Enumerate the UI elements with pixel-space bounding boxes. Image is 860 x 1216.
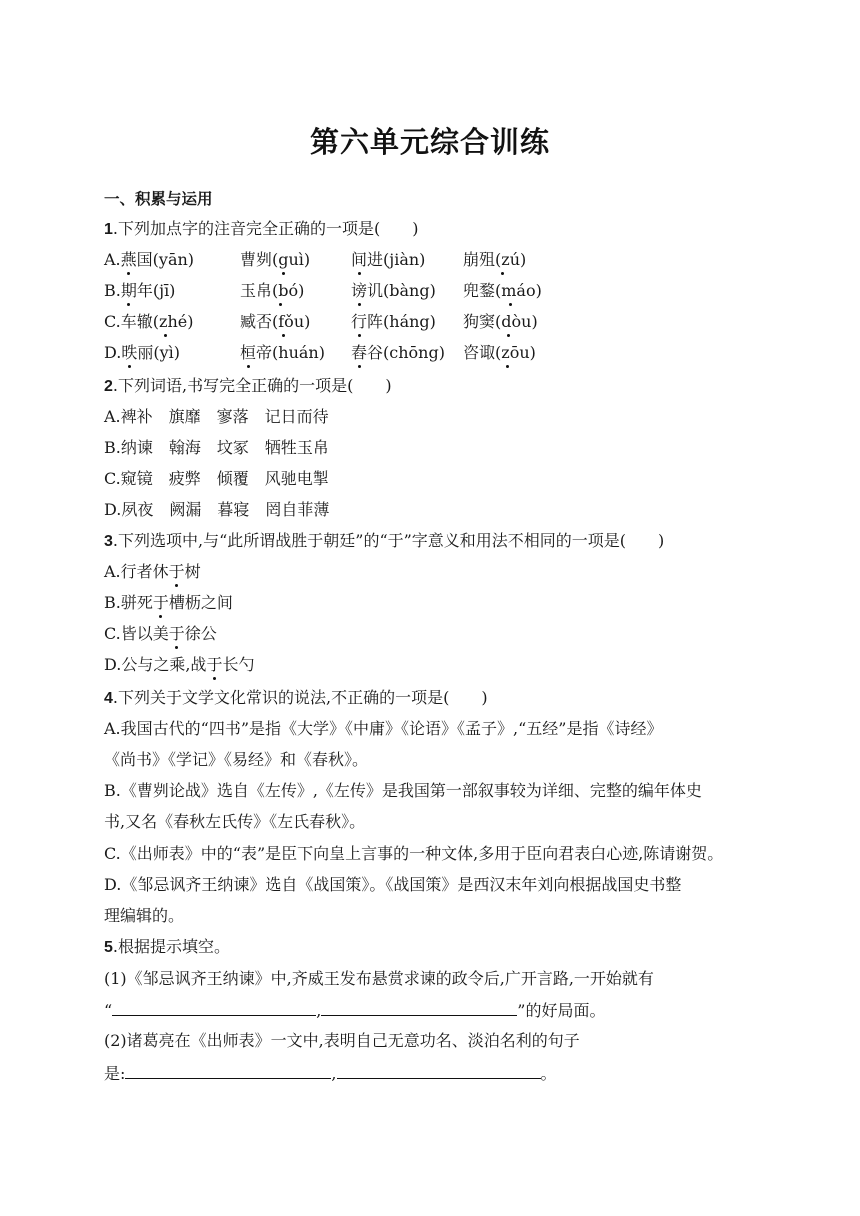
option-b-line-1: B.《曹刿论战》选自《左传》,《左传》是我国第一部叙事较为详细、完整的编年体史 [104, 781, 702, 800]
option-d-item-4: 咨诹(zōu) [463, 343, 536, 362]
option-b-item-1: B.期年(jī) [104, 281, 176, 300]
option-a-line-1: A.我国古代的“四书”是指《大学》《中庸》《论语》《孟子》,“五经”是指《诗经》 [104, 719, 663, 738]
option-c: C.皆以美于徐公 [104, 624, 217, 643]
option-b: B.纳谏 翰海 坟冢 牺牲玉帛 [104, 438, 329, 457]
option-c-item-4: 狗窦(dòu) [463, 312, 538, 331]
option-d: D.夙夜 阙漏 暮寝 罔自菲薄 [104, 500, 330, 519]
option-a-item-4: 崩殂(zú) [463, 250, 527, 269]
fill-line-1: “ , ”的好局面。 [104, 1001, 606, 1020]
question-5-stem [104, 936, 230, 959]
fill-line-2: 是: , 。 [104, 1064, 557, 1083]
question-text: .下列选项中,与“此所谓战胜于朝廷”的“于”字意义和用法不相同的一项是( ) [112, 531, 665, 550]
fill-prompt-2: (2)诸葛亮在《出师表》一文中,表明自己无意功名、淡泊名利的句子 [104, 1031, 580, 1050]
option-c: C.窥镜 疲弊 倾覆 风驰电掣 [104, 469, 329, 488]
option-b-item-2: 玉帛(bó) [240, 281, 305, 300]
option-c-line-1: C.《出师表》中的“表”是臣下向皇上言事的一种文体,多用于臣向君表白心迹,陈请谢贺。 [104, 844, 724, 863]
question-text: .下列关于文学文化常识的说法,不正确的一项是( ) [112, 688, 488, 707]
option-d-item-3: 舂谷(chōng) [351, 343, 445, 362]
option-a-item-3: 间进(jiàn) [351, 250, 426, 269]
question-4-stem [104, 687, 488, 710]
answer-blank[interactable] [125, 1062, 331, 1079]
question-number: 2 [104, 378, 113, 395]
option-d-item-2: 桓帝(huán) [240, 343, 325, 362]
option-a: A.裨补 旗靡 寥落 记日而待 [104, 407, 329, 426]
option-c-item-1: C.车辙(zhé) [104, 312, 194, 331]
option-b-line-2: 书,又名《春秋左氏传》《左氏春秋》。 [104, 812, 366, 831]
question-1-stem [104, 218, 418, 241]
question-text: .下列加点字的注音完全正确的一项是( ) [112, 219, 419, 238]
option-b: B.骈死于槽枥之间 [104, 593, 233, 612]
option-a: A.行者休于树 [104, 562, 201, 581]
option-c-item-2: 臧否(fǒu) [240, 312, 311, 331]
option-d-item-1: D.昳丽(yì) [104, 343, 181, 362]
option-a-item-2: 曹刿(guì) [240, 250, 311, 269]
question-2-stem [104, 375, 392, 398]
answer-blank[interactable] [337, 1062, 541, 1079]
option-d-line-1: D.《邹忌讽齐王纳谏》选自《战国策》。《战国策》是西汉末年刘向根据战国史书整 [104, 875, 682, 894]
answer-blank[interactable] [321, 999, 517, 1016]
option-a-item-1: A.燕国(yān) [104, 250, 195, 269]
option-d-line-2: 理编辑的。 [104, 906, 185, 925]
question-text: .根据提示填空。 [112, 937, 230, 956]
option-a-line-2: 《尚书》《学记》《易经》和《春秋》。 [104, 750, 369, 769]
answer-blank[interactable] [112, 999, 316, 1016]
option-b-item-3: 谤讥(bàng) [351, 281, 436, 300]
fill-prompt-1: (1)《邹忌讽齐王纳谏》中,齐威王发布悬赏求谏的政令后,广开言路,一开始就有 [104, 969, 654, 988]
question-text: .下列词语,书写完全正确的一项是( ) [112, 376, 392, 395]
question-number: 4 [104, 690, 113, 707]
section-heading: 一、积累与运用 [104, 190, 213, 208]
question-number: 5 [104, 939, 113, 956]
question-3-stem [104, 530, 664, 553]
option-d: D.公与之乘,战于长勺 [104, 655, 255, 674]
option-b-item-4: 兜鍪(máo) [463, 281, 542, 300]
option-c-item-3: 行阵(háng) [351, 312, 436, 331]
question-number: 1 [104, 221, 113, 238]
page-title: 第六单元综合训练 [309, 125, 550, 159]
question-number: 3 [104, 533, 113, 550]
